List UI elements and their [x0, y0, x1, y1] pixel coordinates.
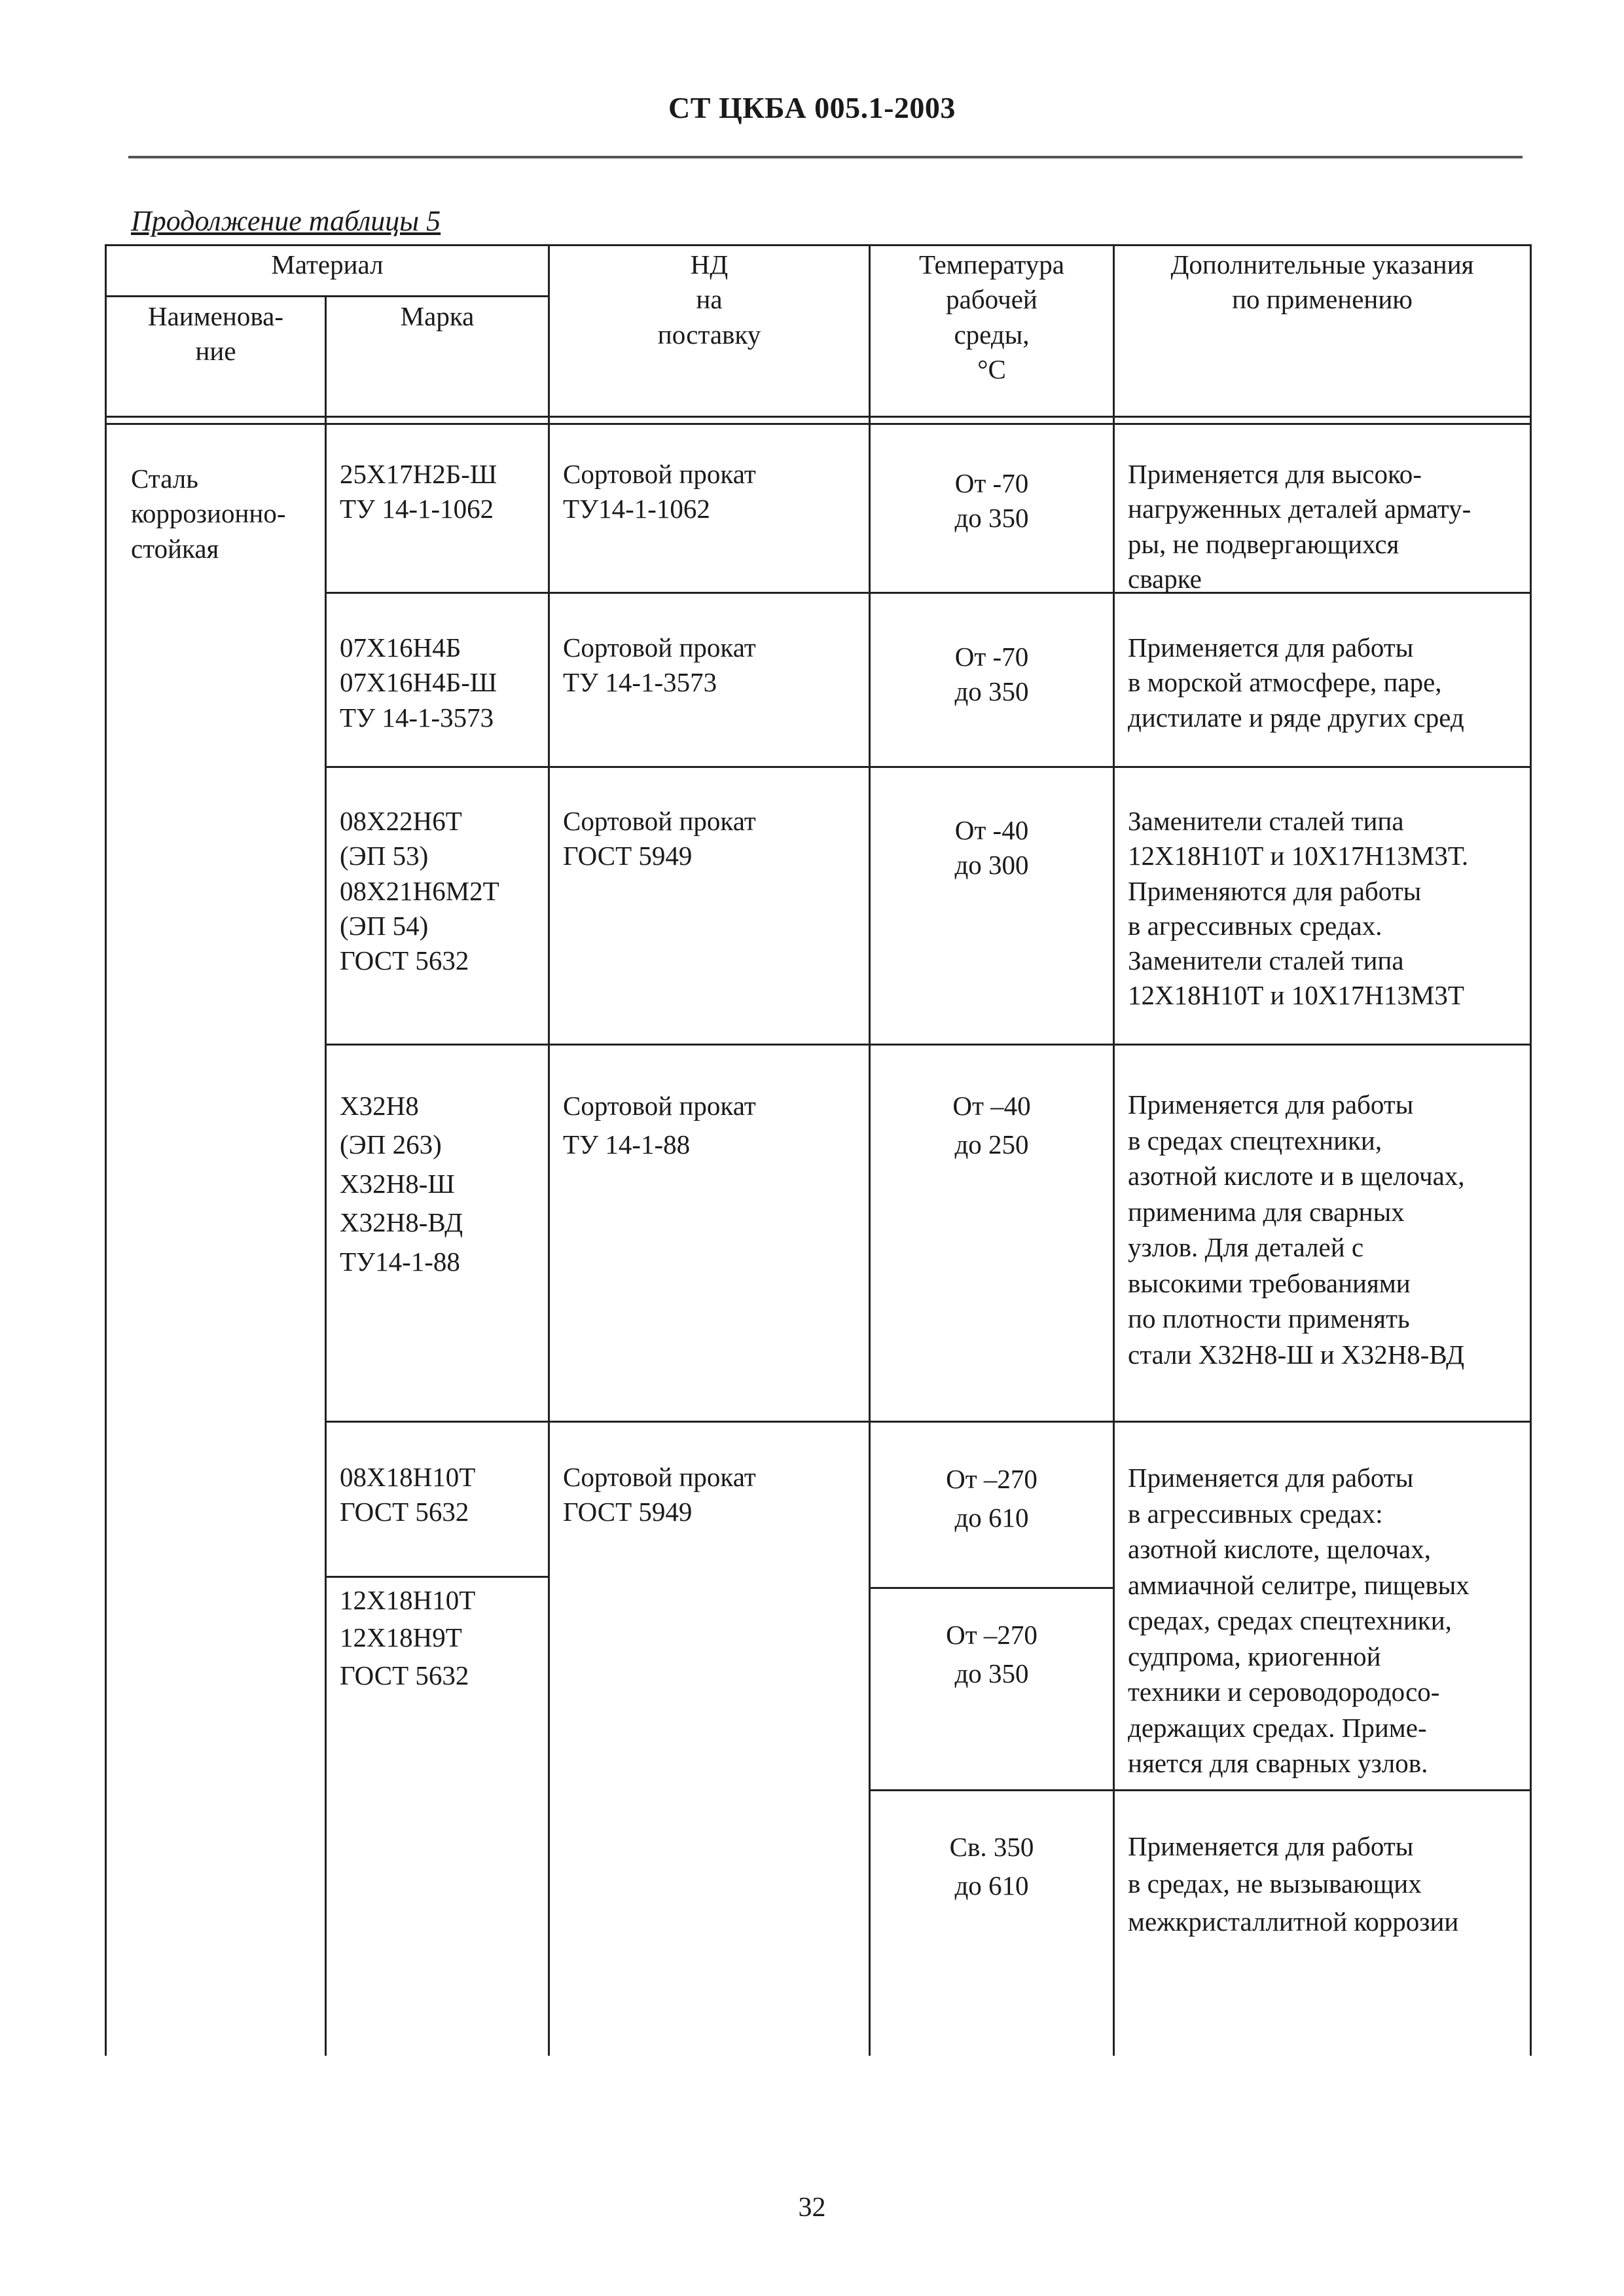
row5-grade-b [340, 1582, 475, 1694]
row5-nd [563, 1460, 756, 1530]
nd-line: ГОСТ 5949 [563, 841, 693, 871]
row1-nd [563, 457, 756, 527]
grid-line [105, 416, 1532, 418]
nd-line: ТУ 14-1-88 [563, 1129, 691, 1160]
nd-line: Сортовой прокат [563, 806, 756, 836]
notes-line: 12Х18Н10Т и 10Х17Н13М3Т [1128, 980, 1464, 1011]
notes-line: межкристаллитной коррозии [1128, 1906, 1459, 1937]
temp-line: От –40 [952, 1091, 1031, 1121]
grade-line: 08Х21Н6М2Т [340, 875, 499, 906]
header-notes [1115, 247, 1530, 318]
grid-line [325, 766, 1532, 768]
header-temp [871, 247, 1113, 387]
header-nd-line: НД [690, 249, 729, 280]
header-nd-line: на [696, 284, 723, 315]
notes-line: няется для сварных узлов. [1128, 1748, 1428, 1779]
notes-line: Применяется для работы [1128, 632, 1414, 663]
material-name-line: Сталь [131, 464, 198, 494]
row2-nd [563, 630, 756, 701]
grid-line [869, 1587, 1113, 1589]
row1-notes [1128, 457, 1471, 596]
temp-line: до 350 [954, 1658, 1029, 1689]
row4-notes [1128, 1087, 1465, 1372]
grade-line: 12Х18Н10Т [340, 1585, 476, 1615]
notes-line: в средах спецтехники, [1128, 1125, 1382, 1156]
nd-line: Сортовой прокат [563, 1462, 756, 1492]
header-rule [128, 156, 1523, 158]
row1-grade [340, 457, 497, 527]
notes-line: аммиачной селитре, пищевых [1128, 1569, 1470, 1600]
notes-line: Применяется для работы [1128, 1831, 1414, 1861]
notes-line: техники и сероводородосо- [1128, 1677, 1440, 1707]
temp-line: От –270 [946, 1620, 1038, 1650]
nd-line: Сортовой прокат [563, 632, 756, 663]
row3-notes [1128, 804, 1468, 1013]
grade-line: ГОСТ 5632 [340, 945, 469, 976]
grade-line: Х32Н8-ВД [340, 1207, 463, 1238]
header-name-line: ние [195, 336, 236, 367]
grade-line: 25Х17Н2Б-Ш [340, 459, 497, 489]
grade-line: 07Х16Н4Б-Ш [340, 667, 497, 698]
nd-line: ГОСТ 5949 [563, 1497, 693, 1527]
row5-temp-a [871, 1460, 1113, 1538]
notes-line: в морской атмосфере, паре, [1128, 667, 1442, 698]
temp-line: до 610 [954, 1870, 1029, 1901]
row2-notes [1128, 630, 1464, 735]
row2-temp [871, 640, 1113, 710]
notes-line: Применяется для высоко- [1128, 459, 1422, 489]
material-name-line: коррозионно- [131, 498, 286, 529]
grade-line: ТУ 14-1-1062 [340, 494, 494, 524]
header-nd-line: поставку [657, 319, 761, 350]
grade-line: 12Х18Н9Т [340, 1622, 462, 1653]
row5-temp-c [871, 1828, 1113, 1906]
grid-line [548, 244, 550, 2056]
header-name-line: Наименова- [147, 301, 283, 331]
row4-grade [340, 1087, 463, 1281]
notes-line: средах, средах спецтехники, [1128, 1605, 1452, 1636]
notes-line: сварке [1128, 563, 1202, 594]
grade-line: 07Х16Н4Б [340, 632, 461, 663]
grid-line [1530, 244, 1532, 2056]
header-notes-line: Дополнительные указания [1170, 249, 1474, 280]
notes-line: Применяется для работы [1128, 1463, 1414, 1493]
notes-line: в агрессивных средах. [1128, 910, 1382, 941]
material-name [131, 462, 325, 566]
notes-line: по плотности применять [1128, 1303, 1410, 1334]
document-header: СТ ЦКБА 005.1-2003 [668, 91, 956, 124]
grade-line: (ЭП 53) [340, 841, 429, 871]
grade-line: 08Х22Н6Т [340, 806, 462, 836]
notes-line: стали Х32Н8-Ш и Х32Н8-ВД [1128, 1339, 1465, 1370]
notes-line: в средах, не вызывающих [1128, 1868, 1422, 1899]
header-temp-line: Температура [919, 249, 1064, 280]
grid-line [1113, 244, 1115, 2056]
temp-line: до 350 [954, 503, 1029, 534]
temp-line: до 350 [954, 676, 1029, 707]
notes-line: в агрессивных средах: [1128, 1498, 1383, 1529]
grid-line [325, 295, 327, 2056]
grade-line: (ЭП 263) [340, 1129, 442, 1160]
table-caption: Продолжение таблицы 5 [131, 205, 441, 237]
temp-line: до 250 [954, 1129, 1029, 1160]
nd-line: Сортовой прокат [563, 1091, 756, 1121]
notes-line: ры, не подвергающихся [1128, 528, 1399, 559]
grid-line [325, 1576, 548, 1578]
header-temp-line: среды, [954, 319, 1030, 350]
row5-temp-b [871, 1616, 1113, 1694]
grade-line: ГОСТ 5632 [340, 1497, 469, 1527]
grade-line: ГОСТ 5632 [340, 1660, 469, 1690]
grid-line [105, 244, 107, 2056]
notes-line: нагруженных деталей армату- [1128, 494, 1471, 524]
temp-line: От -70 [954, 642, 1029, 672]
temp-line: до 610 [954, 1503, 1029, 1533]
row5-grade-a [340, 1460, 475, 1530]
temp-line: От -70 [954, 468, 1029, 498]
row5-notes-ab [1128, 1460, 1470, 1781]
grade-line: Х32Н8 [340, 1091, 419, 1121]
notes-line: азотной кислоте и в щелочах, [1128, 1161, 1465, 1192]
row4-temp [871, 1087, 1113, 1165]
nd-line: ТУ 14-1-3573 [563, 667, 717, 698]
grid-line [105, 244, 1532, 246]
row3-temp [871, 813, 1113, 883]
notes-line: дистилате и ряде других сред [1128, 702, 1464, 733]
temp-line: От –270 [946, 1464, 1038, 1494]
nd-line: ТУ14-1-1062 [563, 494, 710, 524]
header-grade-text: Марка [400, 301, 475, 331]
row4-nd [563, 1087, 756, 1165]
notes-line: высокими требованиями [1128, 1267, 1411, 1298]
grade-line: ТУ 14-1-3573 [340, 702, 494, 733]
notes-line: применима для сварных [1128, 1196, 1405, 1227]
header-material [107, 247, 548, 282]
notes-line: Заменители сталей типа [1128, 945, 1404, 976]
temp-line: От -40 [954, 815, 1029, 845]
header-nd [550, 247, 869, 352]
row3-grade [340, 804, 499, 978]
row3-nd [563, 804, 756, 874]
grade-line: (ЭП 54) [340, 910, 429, 941]
page-number: 32 [798, 2193, 826, 2223]
notes-line: 12Х18Н10Т и 10Х17Н13М3Т. [1128, 841, 1469, 871]
grid-line [105, 423, 1532, 425]
grid-line [869, 1789, 1532, 1791]
notes-line: Заменители сталей типа [1128, 806, 1404, 836]
notes-line: азотной кислоте, щелочах, [1128, 1534, 1431, 1565]
header-temp-line: рабочей [946, 284, 1038, 315]
nd-line: Сортовой прокат [563, 459, 756, 489]
grade-line: ТУ14-1-88 [340, 1246, 460, 1277]
temp-line: Св. 350 [949, 1832, 1034, 1862]
notes-line: держащих средах. Приме- [1128, 1712, 1427, 1743]
grid-line [325, 1421, 1532, 1423]
notes-line: судпрома, криогенной [1128, 1641, 1381, 1671]
header-name [107, 299, 325, 369]
row1-temp [871, 466, 1113, 536]
header-material-text: Материал [271, 249, 384, 280]
notes-line: узлов. Для деталей с [1128, 1232, 1364, 1263]
material-name-line: стойкая [131, 533, 219, 564]
notes-line: Применяются для работы [1128, 875, 1422, 906]
row2-grade [340, 630, 497, 735]
grid-line [325, 1044, 1532, 1046]
notes-line: Применяется для работы [1128, 1089, 1414, 1120]
temp-line: до 300 [954, 850, 1029, 881]
grade-line: 08Х18Н10Т [340, 1462, 476, 1492]
row5-notes-c [1128, 1828, 1458, 1941]
header-notes-line: по применению [1232, 284, 1413, 315]
header-grade [327, 299, 548, 334]
grade-line: Х32Н8-Ш [340, 1168, 455, 1199]
header-temp-line: °С [977, 354, 1006, 384]
